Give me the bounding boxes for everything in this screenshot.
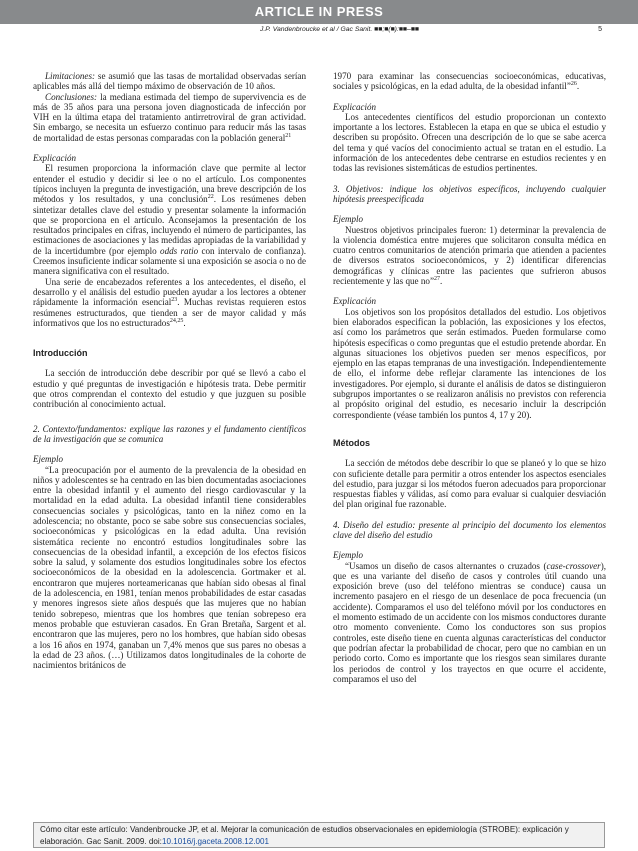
odds-ratio-term: odds ratio (160, 245, 199, 256)
conclusions-text: la mediana estimada del tiempo de supervivencia es de más de 35 años para una persona joven diagnosticada de infección por VIH en la última etapa del tratamiento antirretroviral de gran actividad. Sin embargo, se necesita un esfuerzo continuo para reducir más las tasas de mortalidad de estas personas comparadas con la población general (33, 91, 306, 143)
citation-footer (33, 822, 605, 848)
limitations-label: Limitaciones: (45, 71, 96, 81)
page-number: 5 (598, 26, 602, 33)
example-paragraph: Nuestros objetivos principales fueron: 1) determinar la prevalencia de la violencia doméstica entre mujeres que solicitaron consulta médica en cuatro centros comunitarios de atención primaria que atienden a pacientes de diversos estratos socioeconómicos, y 2) identificar diferencias demográficas y clínicas entre las pacientes que sufrieron abusos recientemente y las que no”$^{27}$. (333, 224, 606, 287)
explanation-paragraph: Los objetivos son los propósitos detallados del estudio. Los objetivos bien elaborados especifican la población, las exposiciones y los efectos, así como los parámetros que serán estimados. Pueden formularse como hipótesis específicas o como preguntas que el estudio pretende abordar. En algunas situaciones los objetivos pueden ser menos específicos, por ejemplo en las etapas tempranas de una investigación. Independientemente de ello, el informe debe reflejar claramente las intenciones de los investigadores. Por ejemplo, si durante el análisis de datos se distinguieron subgrupos importantes o se realizaron análisis no previstos con referencia al propósito original del estudio, es necesario incluir la descripción correspondiente (véase también los puntos 4, 17 y 20). (333, 306, 606, 420)
example-paragraph: “Usamos un diseño de casos alternantes o cruzados (case-crossover), que es una variante del diseño de casos y controles útil cuando una exposición breve (uso del teléfono mientras se conduce) causa un incremento pasajero en el riesgo de un desenlace de poca frecuencia (un accidente). Comparamos el uso del teléfono móvil por los conductores en el momento estimado de un accidente con los mismos conductores durante otro momento conveniente. Como los conductores son sus propios controles, este diseño tiene en cuenta algunas características del conductor que podrían afectar la probabilidad de chocar, pero que no cambian en un periodo corto. Como es importante que los riesgos sean similares durante los periodos de control y los trayectos en que ocurre el accidente, comparamos el uso del (333, 560, 606, 684)
running-head (0, 26, 638, 40)
methods-paragraph: La sección de métodos debe describir lo que se planeó y lo que se hizo con suficiente detalle para permitir a otros entender los aspectos esenciales del estudio, para juzgar si los métodos fueron adecuados para proporcionar respuestas fiables y válidas, así como para evaluar si cualquier desviación del plan original fue razonable. (333, 458, 606, 510)
explanation-paragraph: Los antecedentes científicos del estudio proporcionan un contexto importante a los lectores. Establecen la etapa en que se ubica el estudio y describen su propósito. Ofrecen una descripción de lo que se sabe acerca del tema y qué vacíos del conocimiento actual se tratan en el estudio. La información de los antecedentes debe centrarse en estudios recientes y en todas las revisiones sistemáticas de estudios pertinentes. (333, 111, 606, 174)
example-label: Ejemplo (333, 550, 363, 561)
citation-text: Cómo citar este artículo: Vandenbroucke JP, et al. Mejorar la comunicación de estudios observacionales en epidemiología (STROBE): explicación y elaboración. Gac Sanit. 2009. doi: (40, 825, 569, 846)
explanation-label: Explicación (333, 101, 376, 112)
introduction-paragraph: La sección de introducción debe describir por qué se llevó a cabo el estudio y qué preguntas de investigación e hipótesis trata. Debe permitir que otros comprendan el contexto del estudio y que juzguen su posible contribución al conocimiento actual. (33, 368, 306, 410)
ref-superscript: 21 (285, 132, 292, 139)
section-heading-methods: Métodos (333, 437, 370, 448)
example-paragraph: “La preocupación por el aumento de la prevalencia de la obesidad en niños y adolescentes se ha centrado en las bien documentadas asociaciones entre la obesidad infantil y el aumento del riesgo cardiovascular y la mortalidad en la edad adulta. La obesidad infantil tiene considerables consecuencias sociales y psicológicas, tanto en la niñez como en la adolescencia; no obstante, poco se sabe sobre sus consecuencias sociales, socioeconómicas y psicológicas en la edad adulta. Una revisión sistemática reciente no encontró estudios longitudinales sobre las consecuencias de la obesidad infantil, a excepción de los efectos físicos sobre la salud, y solamente dos estudios longitudinales sobre los efectos socioeconómicos de la obesidad en la adolescencia. Gortmaker et al. encontraron que mujeres norteamericanas que habían sido obesas al final de la adolescencia, en 1981, tenían menos probabilidades de estar casadas y menores ingresos siete años después que las mujeres que no habían tenido sobrepeso, mientras que los hombres que tenían sobrepeso era menos probable que estuvieran casados. En Gran Bretaña, Sargent et al. encontraron que las mujeres, pero no los hombres, que habían sido obesas a los 16 años en 1974, ganaban un 7,4% menos que sus pares no obesas a la edad de 23 años. (…) Utilizamos datos longitudinales de la cohorte de nacimientos británicos de (33, 464, 306, 671)
item-heading-background: 2. Contexto/fundamentos: explique las razones y el fundamento científicos de la investigación que se comunica (33, 423, 306, 444)
limitations-text: se asumió que las tasas de mortalidad observadas serían aplicables más allá del tiempo máximo de observación de 10 años. (33, 71, 306, 92)
case-crossover-term: case-crossover (546, 560, 601, 571)
explanation-paragraph: Una serie de encabezados referentes a los antecedentes, el diseño, el desarrollo y el análisis del estudio pueden ayudar a los lectores a obtener rápidamente la información esencial$^{23}$. Muchas revistas requieren estos resúmenes estructurados, que tienden a ser de mayor calidad y más informativos que los no estructurados$^{24,25}$. (33, 276, 306, 328)
right-column (333, 71, 606, 684)
left-column (33, 71, 306, 670)
doi-link[interactable]: 10.1016/j.gaceta.2008.12.001 (161, 837, 270, 846)
section-heading-introduction: Introducción (33, 348, 88, 359)
limitations-paragraph (33, 71, 306, 92)
ref-superscript: 27 (434, 276, 440, 283)
conclusions-label: Conclusiones: (45, 91, 98, 102)
article-in-press-banner: ARTICLE IN PRESS (0, 0, 638, 24)
ref-superscript: 22 (207, 194, 214, 201)
ref-superscript: 23 (171, 297, 178, 304)
item-heading-study-design: 4. Diseño del estudio: presente al principio del documento los elementos clave del diseño del estudio (333, 519, 606, 540)
example-continuation: 1970 para examinar las consecuencias socioeconómicas, educativas, sociales y psicológicas, en la edad adulta, de la obesidad infantil”$^{26}$. (333, 71, 606, 92)
running-head-citation: J.P. Vandenbroucke et al / Gac Sanit. ■■;■(■):■■–■■ (260, 26, 420, 33)
example-label: Ejemplo (33, 454, 63, 465)
explanation-paragraph: El resumen proporciona la información clave que permite al lector entender el estudio y decidir si lee o no el artículo. Los componentes típicos incluyen la pregunta de investigación, una breve descripción de los métodos y los resultados, y una conclusión$^{22}$. Los resúmenes deben sintetizar detalles clave del estudio y presentar solamente la información que se proporciona en el artículo. Aconsejamos la presentación de los resultados principales en cifras, incluyendo el número de participantes, las estimaciones de asociaciones y las medidas apropiadas de la variabilidad y de la incertidumbre (por ejemplo odds ratio con intervalo de confianza). Creemos insuficiente indicar solamente si una exposición se asocia o no de manera significativa con el resultado. (33, 163, 307, 277)
ref-superscript: 26 (570, 81, 577, 88)
ref-superscript: 24,25 (169, 317, 184, 324)
explanation-label: Explicación (333, 296, 376, 307)
example-label: Ejemplo (333, 214, 363, 225)
conclusions-paragraph (33, 92, 306, 143)
explanation-label: Explicación (33, 153, 76, 164)
item-heading-objectives: 3. Objetivos: indique los objetivos específicos, incluyendo cualquier hipótesis preespecificada (333, 183, 606, 204)
